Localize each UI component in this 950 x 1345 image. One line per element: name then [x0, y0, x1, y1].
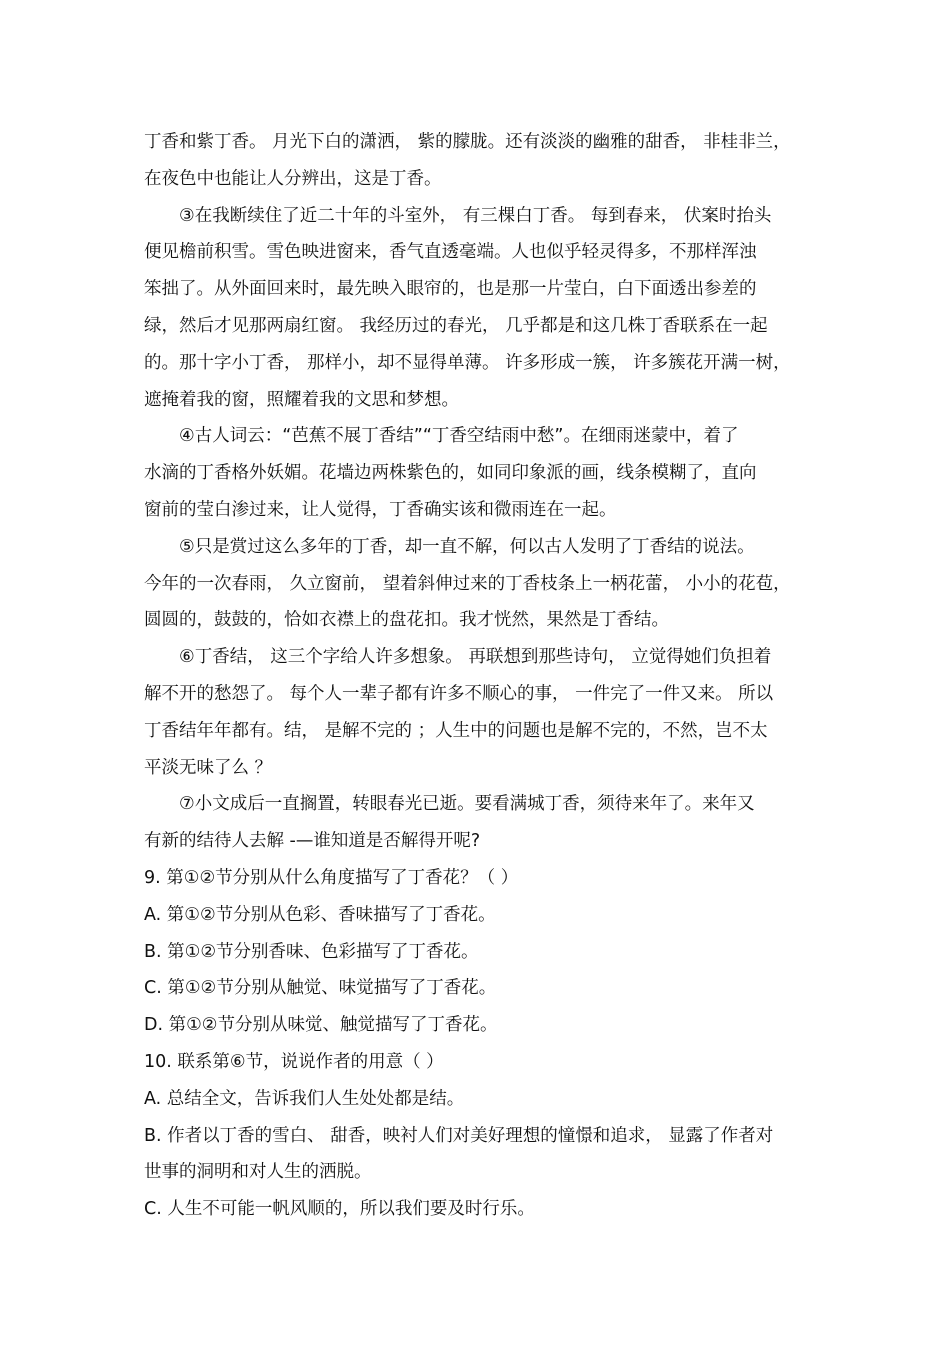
answer-option: D. 第①②节分别从味觉、触觉描写了丁香花。: [144, 1015, 498, 1036]
text-line: 的。那十字小丁香， 那样小，却不显得单薄。 许多形成一簇， 许多簇花开满一树，: [144, 352, 791, 373]
passage-continued: [144, 124, 814, 198]
text-line: ⑤只是赏过这么多年的丁香，却一直不解，何以古人发明了丁香结的说法。: [179, 536, 755, 557]
text-line: 圆圆的，鼓鼓的，恰如衣襟上的盘花扣。我才恍然，果然是丁香结。: [144, 610, 669, 631]
text-line: ⑦小文成后一直搁置，转眼春光已逝。要看满城丁香，须待来年了。来年又: [179, 794, 755, 815]
text-line: ③在我断续住了近二十年的斗室外， 有三棵白丁香。 每到春来， 伏案时抬头: [179, 205, 772, 226]
paragraph-5: [144, 529, 814, 639]
text-line: 今年的一次春雨， 久立窗前， 望着斜伸过来的丁香枝条上一柄花蕾， 小小的花苞，: [144, 573, 791, 594]
answer-option: C. 人生不可能一帆风顺的，所以我们要及时行乐。: [144, 1199, 535, 1220]
text-line: 有新的结待人去解 -—谁知道是否解得开呢?: [144, 831, 481, 852]
text-line: 丁香和紫丁香。 月光下白的潇洒， 紫的朦胧。还有淡淡的幽雅的甜香， 非桂非兰，: [144, 132, 791, 152]
answer-option: C. 第①②节分别从触觉、味觉描写了丁香花。: [144, 978, 497, 999]
question-9: [144, 860, 814, 1044]
text-line: 便见檐前积雪。雪色映进窗来，香气直透毫端。人也似乎轻灵得多，不那样浑浊: [144, 242, 757, 263]
paragraph-7: [144, 786, 814, 860]
paragraph-3: [144, 198, 814, 419]
question-stem: 9. 第①②节分别从什么角度描写了丁香花？（ ）: [144, 867, 519, 888]
answer-option: B. 第①②节分别香味、色彩描写了丁香花。: [144, 941, 479, 962]
question-stem: 10. 联系第⑥节，说说作者的用意（ ）: [144, 1051, 444, 1072]
answer-option: A. 总结全文，告诉我们人生处处都是结。: [144, 1088, 465, 1109]
text-line: 解不开的愁怨了。 每个人一辈子都有许多不顺心的事， 一件完了一件又来。 所以: [144, 683, 774, 704]
text-line: 笨拙了。从外面回来时，最先映入眼帘的，也是那一片莹白，白下面透出参差的: [144, 279, 757, 300]
text-line: ⑥丁香结， 这三个字给人许多想象。 再联想到那些诗句， 立觉得她们负担着: [179, 647, 772, 668]
answer-option: A. 第①②节分别从色彩、香味描写了丁香花。: [144, 904, 496, 925]
text-line: 平淡无味了么 ？: [144, 757, 273, 778]
paragraph-6: [144, 639, 814, 786]
text-line: 遮掩着我的窗，照耀着我的文思和梦想。: [144, 389, 459, 410]
text-line: 在夜色中也能让人分辨出，这是丁香。: [144, 168, 442, 189]
text-line: 绿，然后才见那两扇红窗。 我经历过的春光， 几乎都是和这几株丁香联系在一起: [144, 315, 768, 336]
answer-option: B. 作者以丁香的雪白、 甜香，映衬人们对美好理想的憧憬和追求， 显露了作者对: [144, 1125, 774, 1146]
text-line: 窗前的莹白渗过来，让人觉得，丁香确实该和微雨连在一起。: [144, 499, 617, 520]
text-line: 丁香结年年都有。结， 是解不完的 ；人生中的问题也是解不完的，不然，岂不太: [144, 720, 768, 741]
question-10: [144, 1044, 814, 1228]
answer-option: 世事的洞明和对人生的洒脱。: [144, 1162, 372, 1183]
text-line: ④古人词云：“芭蕉不展丁香结”“丁香空结雨中愁”。在细雨迷蒙中，着了: [179, 426, 739, 447]
paragraph-4: [144, 418, 814, 528]
document-body: [144, 124, 814, 1228]
text-line: 水滴的丁香格外妖媚。花墙边两株紫色的，如同印象派的画，线条模糊了，直向: [144, 463, 757, 484]
